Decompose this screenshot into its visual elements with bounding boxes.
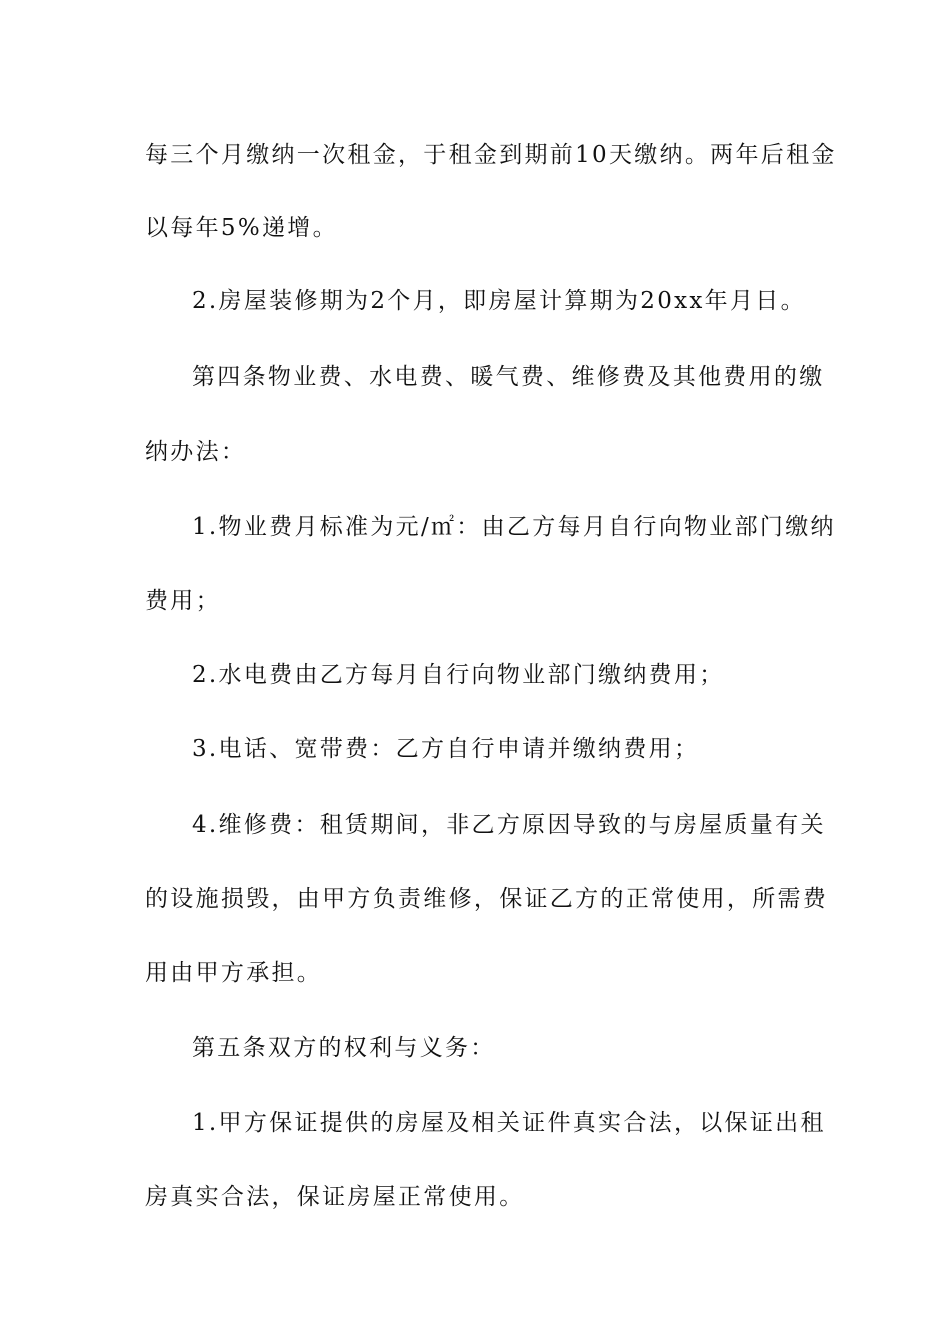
body-text-line: 每三个月缴纳一次租金，于租金到期前10天缴纳。两年后租金 [145,142,837,168]
body-text-line: 纳办法： [145,439,247,465]
body-text-line: 房真实合法，保证房屋正常使用。 [145,1184,525,1210]
body-text-line: 用由甲方承担。 [145,960,323,986]
paragraph-line: 3.电话、宽带费：乙方自行申请并缴纳费用； [192,736,700,762]
paragraph-line: 2.水电费由乙方每月自行向物业部门缴纳费用； [192,662,725,688]
paragraph-line: 4.维修费：租赁期间，非乙方原因导致的与房屋质量有关 [192,812,826,838]
paragraph-line: 1.物业费月标准为元/㎡：由乙方每月自行向物业部门缴纳 [192,514,836,540]
body-text-line: 费用； [145,588,221,614]
paragraph-line: 2.房屋装修期为2个月，即房屋计算期为20xx年月日。 [192,288,806,314]
article-heading-line: 第四条物业费、水电费、暖气费、维修费及其他费用的缴 [192,364,825,390]
paragraph-line: 1.甲方保证提供的房屋及相关证件真实合法，以保证出租 [192,1110,826,1136]
body-text-line: 的设施损毁，由甲方负责维修，保证乙方的正常使用，所需费 [145,886,829,912]
body-text-line: 以每年5%递增。 [145,215,338,241]
article-heading-line: 第五条双方的权利与义务： [192,1035,496,1061]
